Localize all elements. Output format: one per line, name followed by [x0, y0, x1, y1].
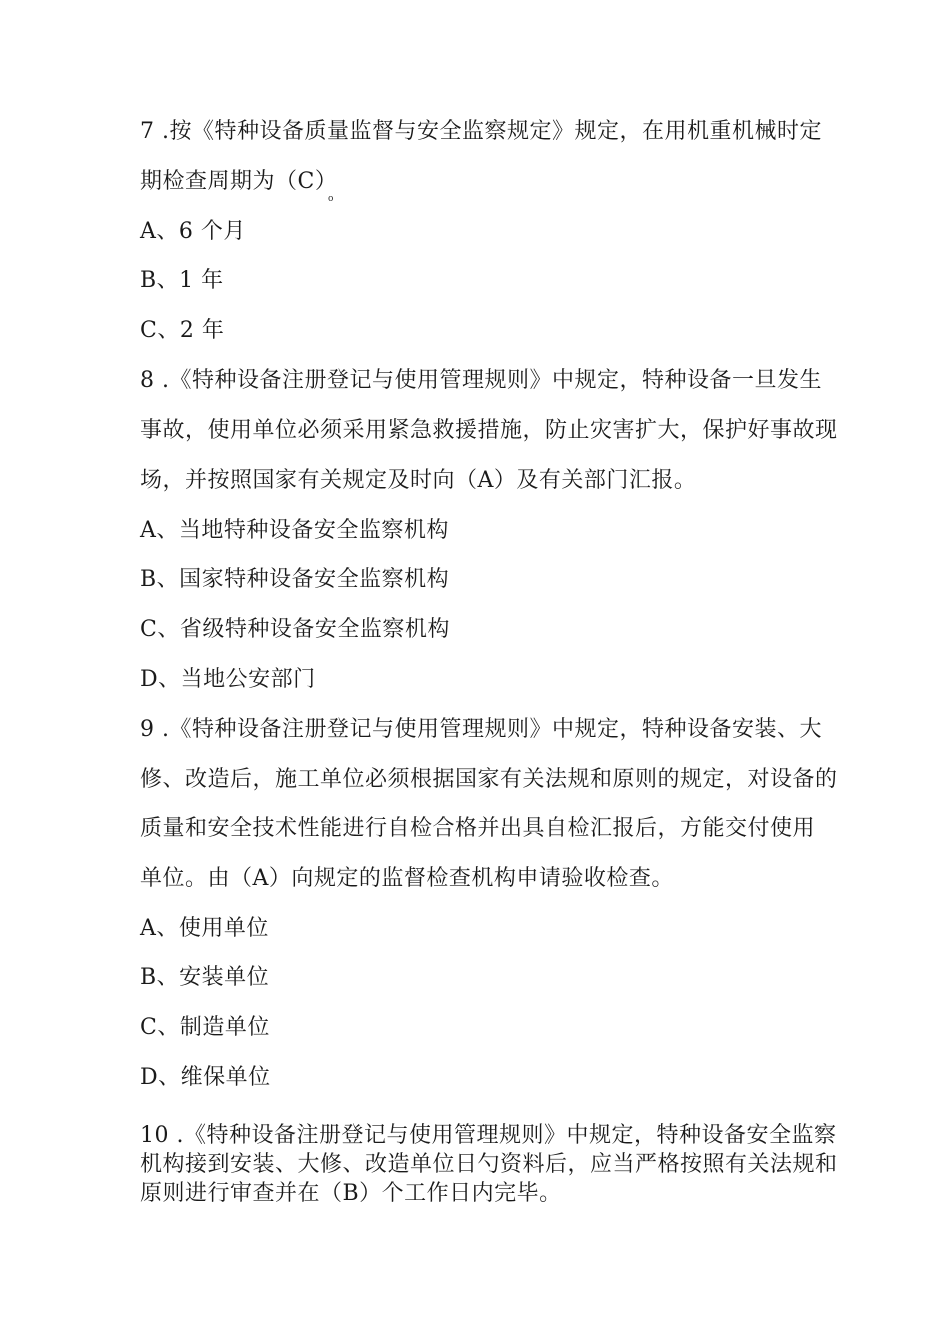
- q8-option-d: D、当地公安部门: [140, 667, 316, 692]
- q7-option-c: C、2 年: [140, 318, 225, 343]
- q10-line-2: 机构接到安装、大修、改造单位日勺资料后，应当严格按照有关法规和: [140, 1152, 838, 1177]
- q7-line-2: 期检查周期为（C）: [140, 169, 338, 194]
- q9-option-b: B、安装单位: [140, 965, 270, 990]
- q8-line-2: 事故，使用单位必须采用紧急救援措施，防止灾害扩大，保护好事故现: [140, 418, 838, 443]
- q7-option-a: A、6 个月: [140, 219, 246, 244]
- q7-line-1: 7 .按《特种设备质量监督与安全监察规定》规定，在用机重机械时定: [140, 119, 822, 144]
- q10-line-3: 原则进行审查并在（B）个工作日内完毕。: [140, 1181, 562, 1206]
- q10-line-1: 10 .《特种设备注册登记与使用管理规则》中规定，特种设备安全监察: [140, 1123, 837, 1148]
- q7-small-mark: o: [328, 194, 334, 204]
- q9-option-c: C、制造单位: [140, 1015, 270, 1040]
- q8-line-3: 场，并按照国家有关规定及时向（A）及有关部门汇报。: [140, 468, 697, 493]
- q9-line-2: 修、改造后，施工单位必须根据国家有关法规和原则的规定，对设备的: [140, 767, 838, 792]
- q9-line-1: 9 .《特种设备注册登记与使用管理规则》中规定，特种设备安装、大: [140, 717, 822, 742]
- q8-option-b: B、国家特种设备安全监察机构: [140, 567, 450, 592]
- q8-line-1: 8 .《特种设备注册登记与使用管理规则》中规定，特种设备一旦发生: [140, 368, 822, 393]
- q9-line-4: 单位。由（A）向规定的监督检查机构申请验收检查。: [140, 866, 674, 891]
- q9-line-3: 质量和安全技术性能进行自检合格并出具自检汇报后，方能交付使用: [140, 816, 816, 841]
- q9-option-d: D、维保单位: [140, 1065, 271, 1090]
- q8-option-c: C、省级特种设备安全监察机构: [140, 617, 450, 642]
- q7-option-b: B、1 年: [140, 268, 224, 293]
- q9-option-a: A、使用单位: [140, 916, 269, 941]
- q8-option-a: A、当地特种设备安全监察机构: [140, 518, 449, 543]
